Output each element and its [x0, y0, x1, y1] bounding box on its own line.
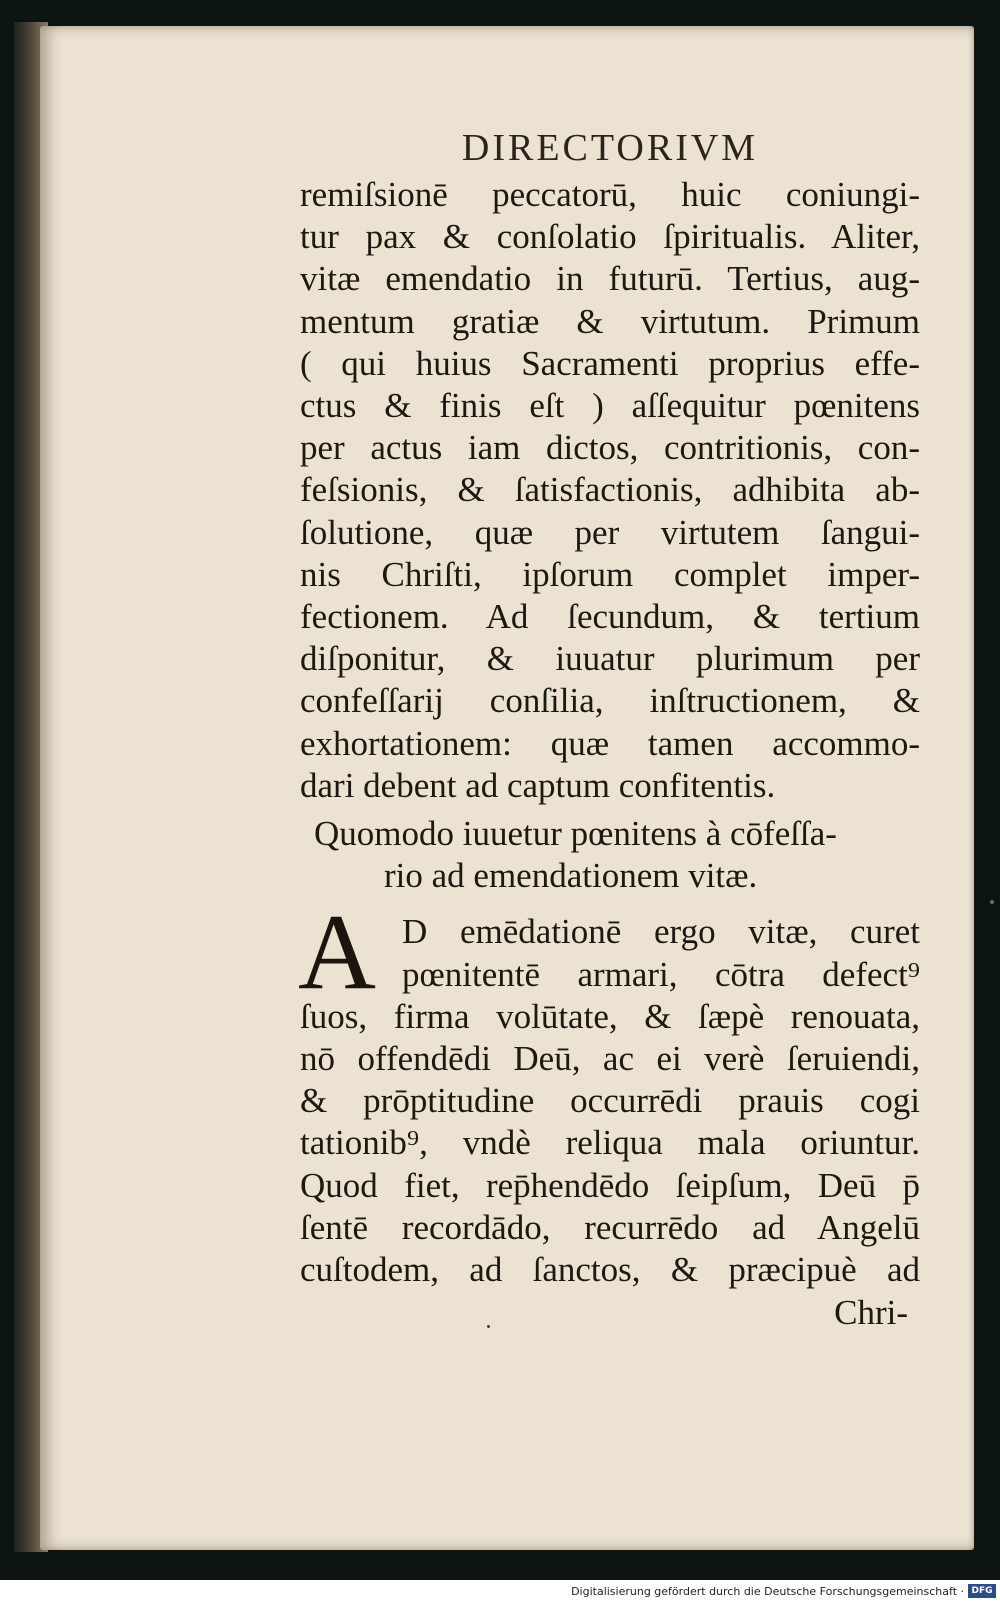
text-line: ctus & finis eſt ) aſſequitur pœnitens — [300, 386, 920, 426]
text-line: & prōptitudine occurrēdi prauis cogi — [300, 1081, 920, 1121]
text-line: diſponitur, & iuuatur plurimum per — [300, 639, 920, 679]
text-line: remiſsionē peccatorū, huic coniungi- — [300, 175, 920, 214]
text-line: tationib⁹, vndè reliqua mala oriuntur. — [300, 1123, 920, 1163]
catchword: Chri- — [834, 1293, 908, 1333]
text-line: Quod fiet, rep̄hendēdo ſeipſum, Deū p̄ — [300, 1165, 920, 1205]
heading-line: rio ad emendationem vitæ. — [384, 856, 758, 896]
footer-credit: Digitalisierung gefördert durch die Deutsche Forschungsgemeinschaft · — [571, 1585, 964, 1598]
text-line: dari debent ad captum confitentis. — [300, 765, 776, 805]
text-line: exhortationem: quæ tamen accommo- — [300, 723, 920, 763]
heading-line: Quomodo iuuetur pœnitens à cōfeſſa- — [314, 814, 837, 854]
text-line: ſuos, firma volūtate, & ſæpè renouata, — [300, 996, 920, 1036]
paragraph-1 — [300, 174, 920, 807]
running-head: DIRECTORIVM — [461, 127, 759, 169]
dfg-logo-icon[interactable]: DFG — [968, 1584, 996, 1598]
section-heading — [300, 813, 920, 897]
text-line: pœnitentē armari, cōtra defect⁹ — [402, 954, 920, 994]
text-line: tur pax & conſolatio ſpiritualis. Aliter, — [300, 217, 920, 257]
text-line: fectionem. Ad ſecundum, & tertium — [300, 597, 920, 637]
text-line: ( qui huius Sacramenti proprius effe- — [300, 343, 920, 383]
scan-mark — [990, 900, 994, 904]
text-line: nō offendēdi Deū, ac ei verè ſeruiendi, — [300, 1039, 920, 1079]
text-line: mentum gratiæ & virtutum. Primum — [300, 301, 920, 341]
text-line: vitæ emendatio in futurū. Tertius, aug- — [300, 259, 920, 299]
text-block — [300, 120, 920, 1335]
paragraph-2 — [298, 893, 920, 1291]
text-line: ſentē recordādo, recurrēdo ad Angelū — [300, 1207, 920, 1247]
text-line: nis Chriſti, ipſorum complet imper- — [300, 554, 920, 594]
text-line: ſolutione, quæ per virtutem ſangui- — [300, 512, 920, 552]
drop-cap-initial: A — [298, 893, 376, 1013]
text-line: feſsionis, & ſatisfactionis, adhibita ab- — [300, 470, 920, 510]
text-line: per actus iam dictos, contritionis, con- — [300, 428, 920, 468]
text-line: D emēdationē ergo vitæ, curet — [402, 912, 920, 952]
text-line: confeſſarij conſilia, inſtructionem, & — [300, 681, 920, 721]
text-line: cuſtodem, ad ſanctos, & præcipuè ad — [300, 1250, 920, 1290]
footer-bar — [0, 1580, 1000, 1603]
